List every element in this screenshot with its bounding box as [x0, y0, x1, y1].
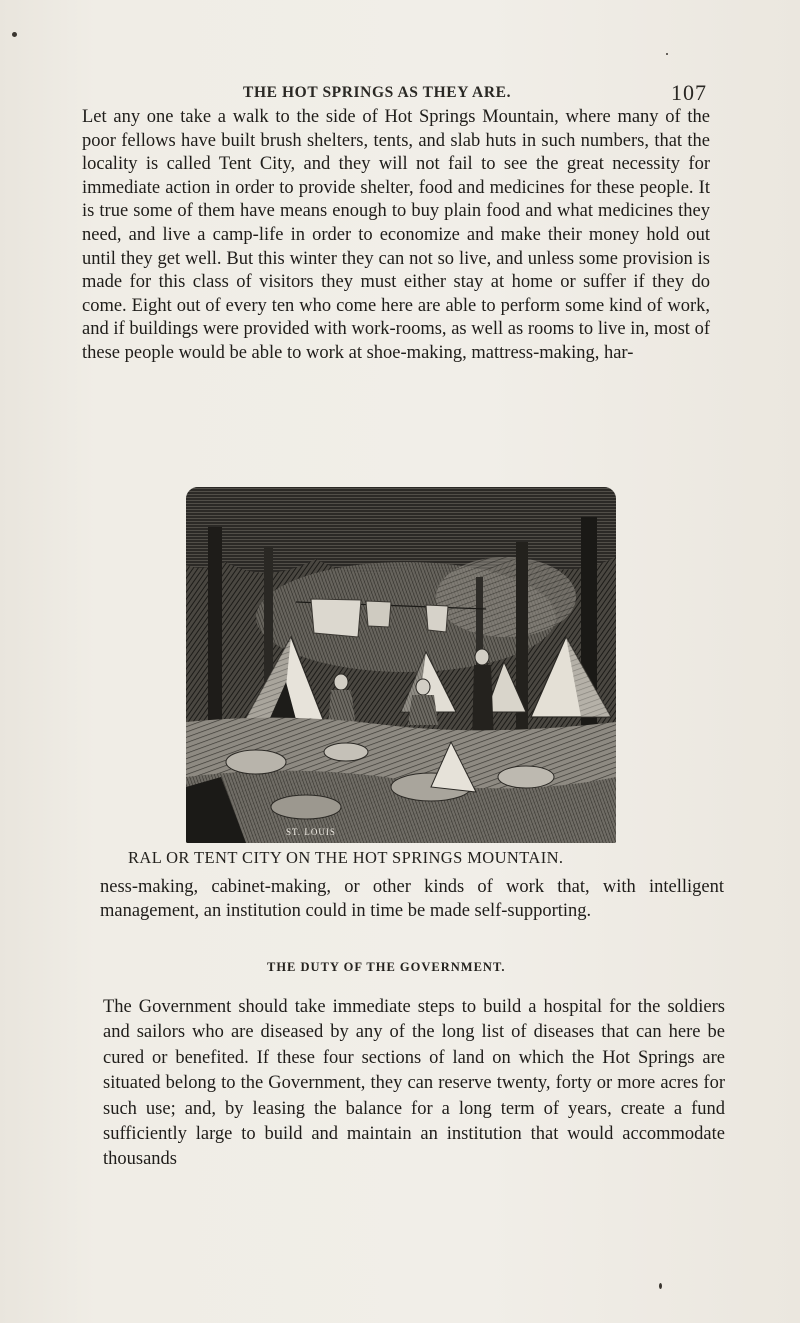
page-number: 107 [671, 80, 707, 105]
running-head [243, 80, 713, 104]
paragraph-tent-city: Let any one take a walk to the side of Hot Springs Mountain, where many of the poor fellows have built brush shelters, tents, and slab huts in such numbers, that the locality is called Tent City, and they will not fail to see the great necessity for immediate action in order to provide shelter, food and medicines for these people. It is true some of them have means enough to buy plain food and what medicines they need, and live a camp-life in order to economize and make their money hold out until they get well. But this winter they can not so live, and unless some provision is made for this class of visitors they must either stay at home or suffer if they do come. Eight out of every ten who come here are able to perform some kind of work, and if buildings were provided with work-rooms, as well as rooms to live in, most of these people would be able to work at shoe-making, mattress-making, har- [82, 107, 710, 363]
paper-speck [659, 1283, 662, 1289]
figure-caption: RAL OR TENT CITY ON THE HOT SPRINGS MOUNTAIN. [128, 848, 564, 867]
paper-speck [666, 53, 668, 55]
section-heading: THE DUTY OF THE GOVERNMENT. [267, 960, 506, 974]
engraving-illustration [186, 487, 616, 843]
engraving-tent-city [186, 487, 616, 843]
paragraph-continuation: ness-making, cabinet-making, or other kinds of work that, with intelligent management, an institution could in time be made self-supporting. [100, 877, 724, 921]
paper-speck [12, 32, 17, 37]
paragraph-government: The Government should take immediate steps to build a hospital for the soldiers and sailors who are diseased by any of the long list of diseases that can here be cured or benefited. If these four sections of land on which the Hot Springs are situated belong to the Government, they can reserve twenty, forty or more acres for such use; and, by leasing the balance for a long term of years, create a fund sufficiently large to build and maintain an institution that would accommodate thousands [103, 997, 725, 1170]
running-title: THE HOT SPRINGS AS THEY ARE. [243, 84, 512, 101]
engraver-signature: ST. LOUIS [286, 827, 336, 837]
